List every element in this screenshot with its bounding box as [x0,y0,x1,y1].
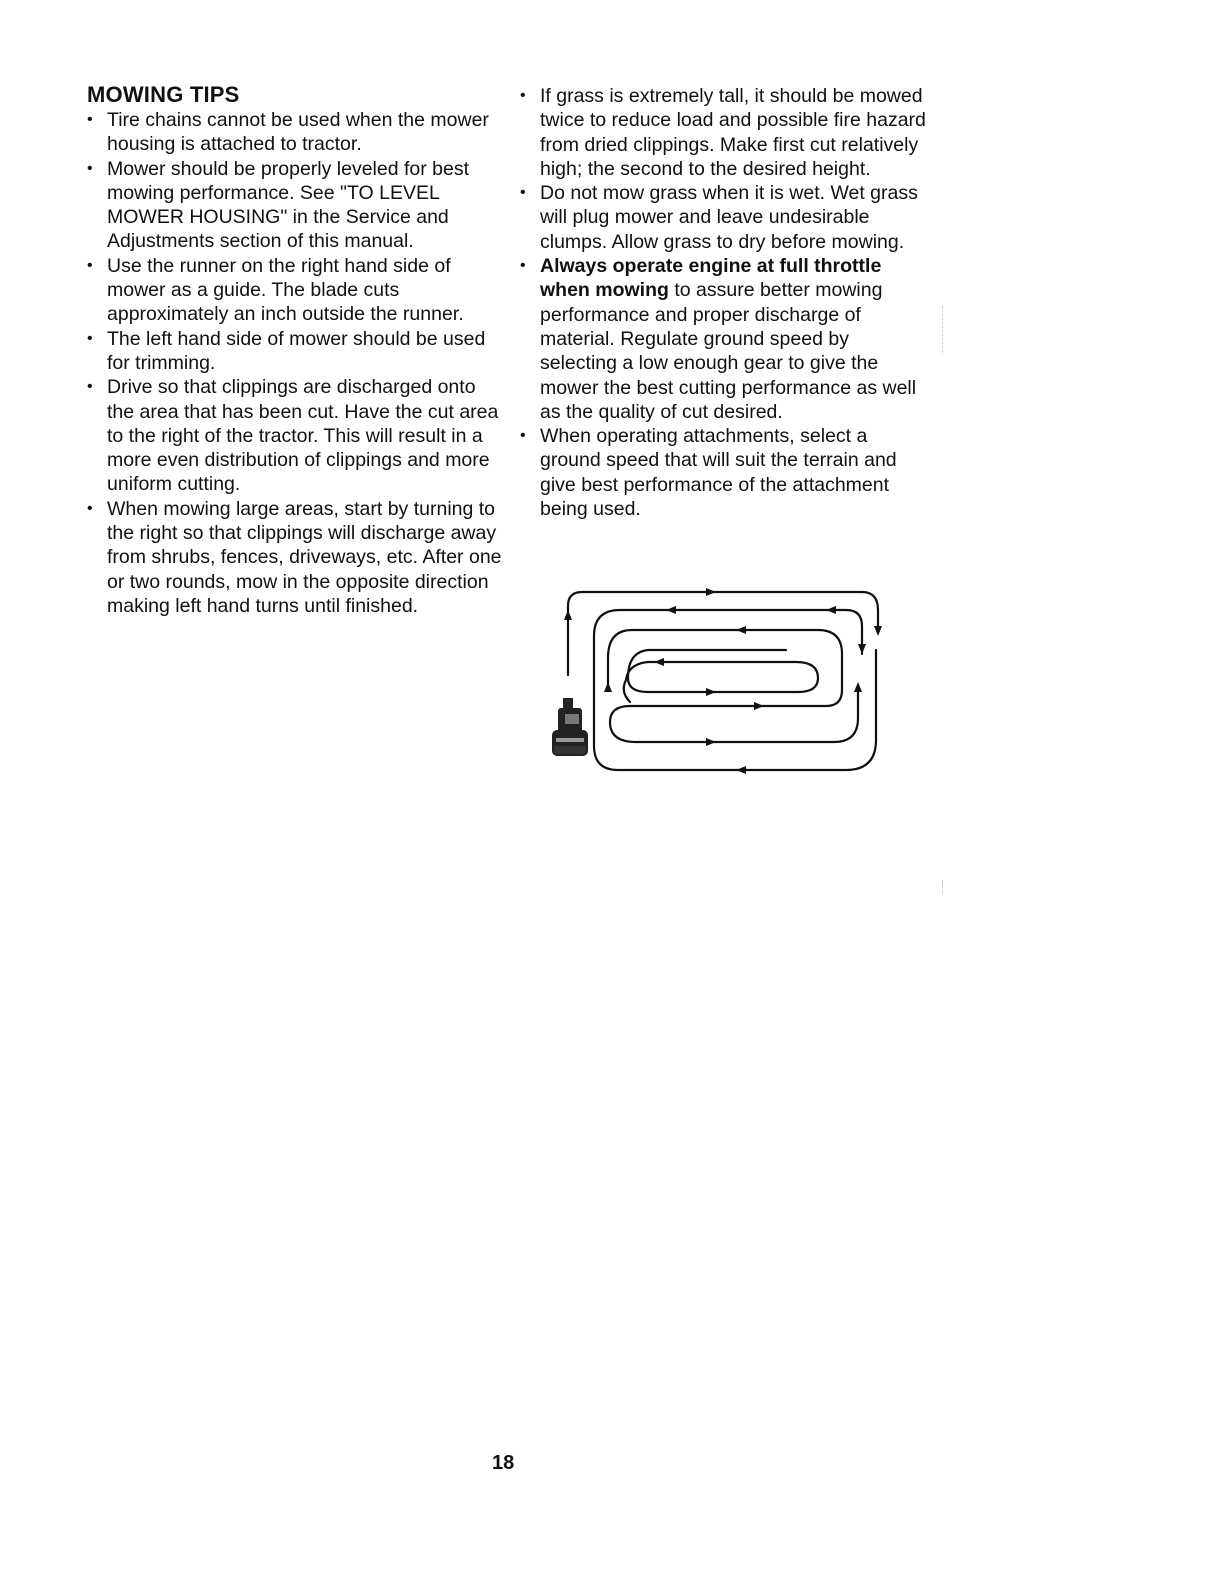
path-loop-inner [624,650,818,702]
arrow-inner-right [706,688,716,696]
tip-tall-grass: • If grass is extremely tall, it should be mowed twice to reduce load and possible fire hazard from dried clippings. Make first cut relatively high; the second to the desired height. [520,84,930,181]
tip-left-side-trimming: • The left hand side of mower should be used for trimming. [87,327,507,376]
arrow-loop3-mid-right [754,702,764,710]
scan-artifact [942,880,944,894]
right-column [520,84,930,521]
arrow-left-inner-up [604,682,612,692]
arrow-right-down [874,626,882,636]
tip-discharge-direction: • Drive so that clippings are discharged onto the area that has been cut. Have the cut area to the right of the tractor. This will result in a more even distribution of clippings and more uniform cutting. [87,375,507,496]
arrow-loop2-top-right-2 [826,606,836,614]
page-number: 18 [492,1452,515,1474]
tractor-icon [552,698,588,756]
mowing-tips-list-left [87,108,507,618]
arrow-right-inner-down [858,644,866,654]
tip-full-throttle [520,254,930,424]
arrow-loop2-top-left [666,606,676,614]
arrow-loop3-top-left [736,626,746,634]
section-title: MOWING TIPS [87,82,240,107]
arrow-left-up [564,610,572,620]
arrow-right-inner-up [854,682,862,692]
path-loop-3 [608,630,858,742]
tip-level-mower: • Mower should be properly leveled for best mowing performance. See "TO LEVEL MOWER HOUSING" in the Service and Adjustments section of this manual. [87,157,507,254]
tip-large-areas: • When mowing large areas, start by turning to the right so that clippings will discharge away from shrubs, fences, driveways, etc. After one or two rounds, mow in the opposite direction making left hand turns until finished. [87,497,507,618]
scan-artifact [942,306,944,354]
arrow-inner-left [654,658,664,666]
tip-wet-grass: • Do not mow grass when it is wet. Wet grass will plug mower and leave undesirable clumps. Allow grass to dry before mowing. [520,181,930,254]
tip-full-throttle-bold: Always operate engine at full throttle when mowing [540,255,882,302]
mowing-pattern-diagram [536,580,896,780]
mowing-tips-list-right [520,84,930,521]
tip-runner-guide: • Use the runner on the right hand side of mower as a guide. The blade cuts approximately an inch outside the runner. [87,254,507,327]
left-column [87,82,507,618]
arrow-bottom-left [736,766,746,774]
arrow-top-right [706,588,716,596]
tip-tire-chains: • Tire chains cannot be used when the mower housing is attached to tractor. [87,108,507,157]
arrow-loop3-bottom-right [706,738,716,746]
tip-attachments: • When operating attachments, select a ground speed that will suit the terrain and give best performance of the attachment being used. [520,424,930,521]
tip-full-throttle-text: to assure better mowing performance and proper discharge of material. Regulate ground speed by selecting a low enough gear to give the mower the best cutting performance as well as the quality of cut desired. [540,279,917,423]
